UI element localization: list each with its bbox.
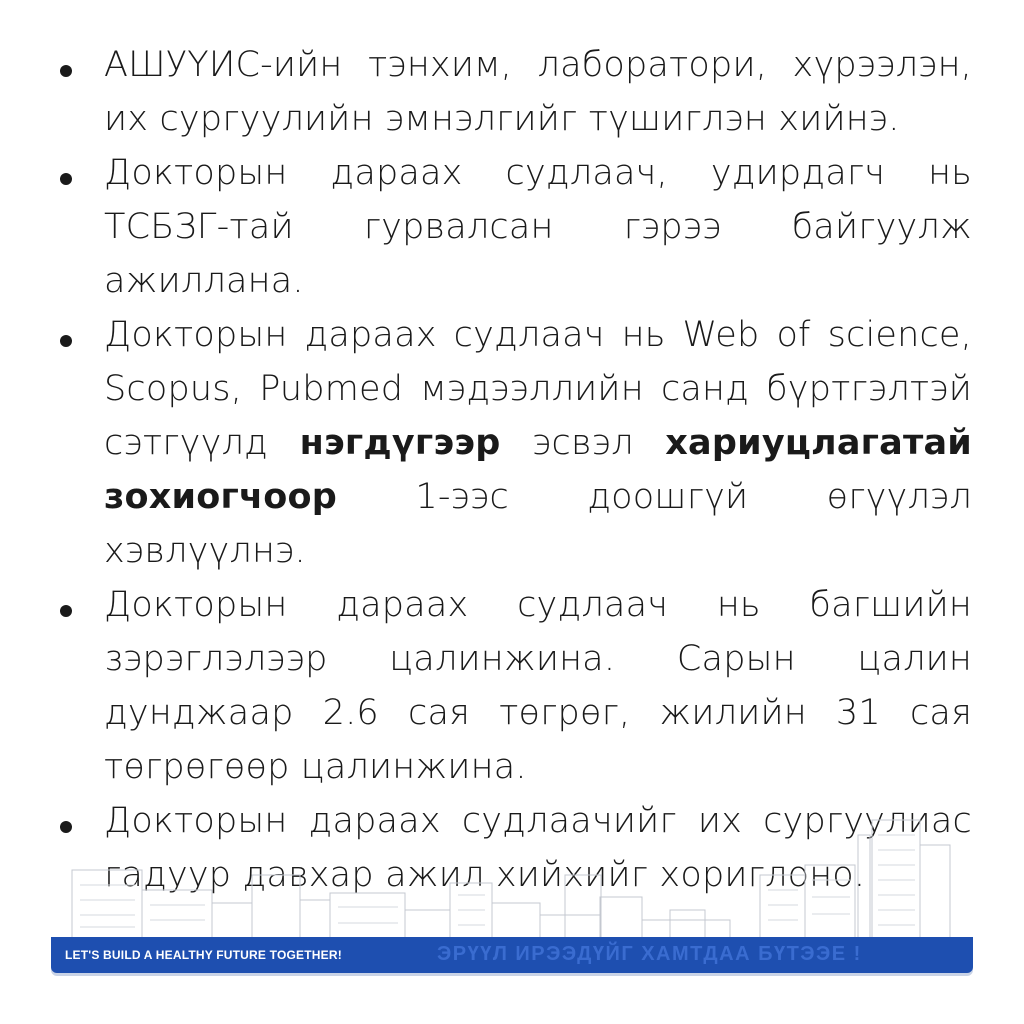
bold-text-corresponding-author: хариуцлагатай зохиогчоор: [104, 423, 972, 517]
bullet-text: АШУҮИС-ийн тэнхим, лаборатори, хүрээлэн, их сургуулийн эмнэлгийг түшиглэн хийнэ.: [104, 45, 972, 139]
city-skyline-illustration: [60, 815, 960, 945]
list-item: [52, 146, 972, 308]
bullet-text: Докторын дараах судлаач, удирдагч нь ТСБЗГ-тай гурвалсан гэрээ байгуулж ажиллана.: [104, 153, 972, 301]
footer-slogan-mongolian: ЭРҮҮЛ ИРЭЭДҮЙГ ХАМТДАА БҮТЭЭЕ !: [437, 943, 862, 965]
text-segment: эсвэл: [500, 423, 666, 463]
text-segment: Докторын дараах судлаач нь Web of science, Scopus, Pubmed мэдээллийн санд бүртгэлтэй сэтгүүлд: [104, 315, 972, 463]
footer-banner: [51, 937, 973, 973]
bullet-dot-icon: [60, 605, 72, 617]
text-segment: 1-ээс доошгүй өгүүлэл хэвлүүлнэ.: [104, 477, 972, 571]
bullet-dot-icon: [60, 335, 72, 347]
list-item: [52, 308, 972, 578]
bold-text-first-author: нэгдүгээр: [299, 423, 501, 463]
bullet-dot-icon: [60, 173, 72, 185]
bullet-text: [104, 308, 972, 578]
bullet-text: Докторын дараах судлаач нь багшийн зэрэглэлээр цалинжина. Сарын цалин дунджаар 2.6 сая төгрөг, жилийн 31 сая төгрөгөөр цалинжина.: [104, 585, 972, 787]
bullet-dot-icon: [60, 65, 72, 77]
footer-slogan-english: LET'S BUILD A HEALTHY FUTURE TOGETHER!: [65, 948, 342, 962]
bullet-text: Докторын дараах судлаачийг их сургуулиас гадуур давхар ажил хийхийг хориглоно.: [104, 801, 972, 895]
list-item: [52, 578, 972, 794]
list-item: [52, 38, 972, 146]
bullet-list: [52, 38, 972, 902]
